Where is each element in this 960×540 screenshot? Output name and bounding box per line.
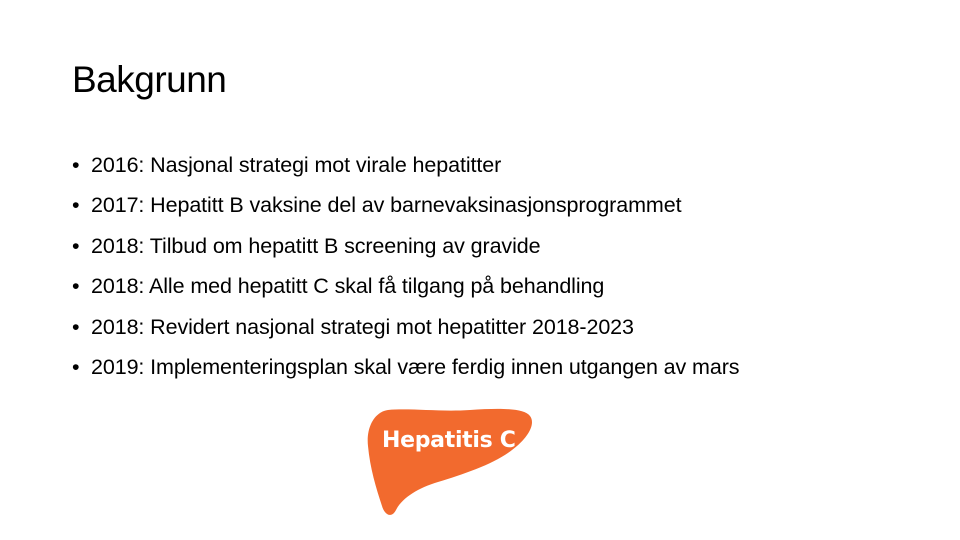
slide-title: Bakgrunn (72, 59, 227, 100)
bullet-marker: • (72, 355, 80, 380)
liver-shape (368, 409, 532, 515)
list-item (72, 307, 932, 347)
bullet-text: 2019: Implementeringsplan skal være ferdig innen utgangen av mars (91, 355, 740, 380)
bullet-list (72, 145, 932, 387)
list-item (72, 145, 932, 185)
bullet-marker: • (72, 314, 80, 339)
bullet-marker: • (72, 153, 80, 177)
list-item (72, 347, 932, 387)
bullet-text: 2018: Revidert nasjonal strategi mot hepatitter 2018-2023 (91, 314, 634, 339)
list-item (72, 226, 932, 266)
bullet-text: 2017: Hepatitt B vaksine del av barnevaksinasjonsprogrammet (91, 193, 682, 218)
bullet-marker: • (72, 274, 80, 299)
bullet-text: 2016: Nasjonal strategi mot virale hepatitter (91, 153, 502, 177)
hepatitis-c-logo (360, 402, 540, 522)
liver-icon (360, 402, 540, 522)
bullet-marker: • (72, 193, 80, 218)
logo-text: Hepatitis C (382, 428, 516, 453)
bullet-marker: • (72, 233, 80, 258)
list-item (72, 185, 932, 225)
bullet-text: 2018: Tilbud om hepatitt B screening av gravide (91, 233, 541, 258)
list-item (72, 266, 932, 306)
bullet-text: 2018: Alle med hepatitt C skal få tilgang på behandling (91, 274, 605, 299)
